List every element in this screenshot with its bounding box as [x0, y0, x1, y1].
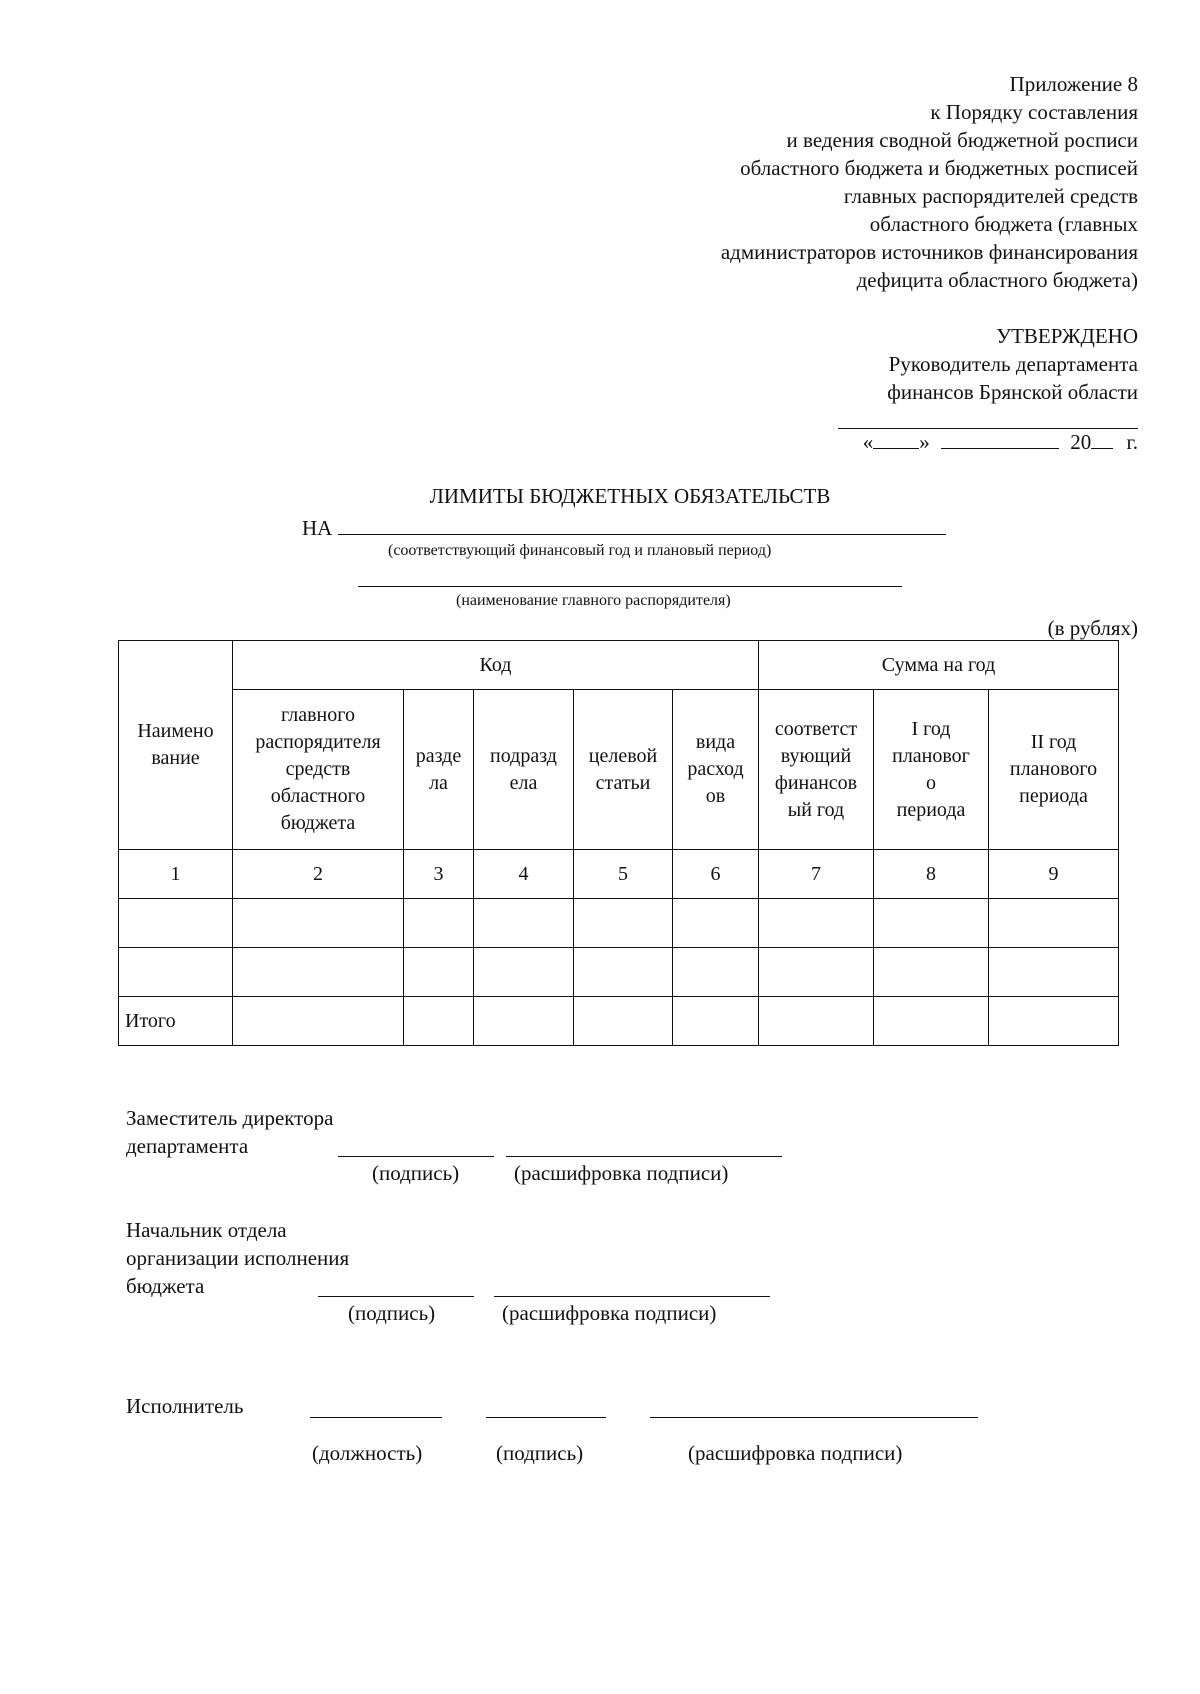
table-cell[interactable] — [233, 948, 404, 997]
period-blank[interactable] — [338, 514, 946, 535]
header-line: расход — [687, 758, 744, 780]
head-label-line: Начальник отдела — [126, 1218, 287, 1242]
date-close-quote: » — [919, 430, 930, 454]
table-cell[interactable] — [874, 948, 989, 997]
appendix-line: дефицита областного бюджета) — [856, 268, 1138, 292]
column-number: 4 — [474, 850, 574, 899]
date-month-blank[interactable] — [941, 430, 1059, 449]
header-sum-plan-year-2 — [989, 690, 1119, 850]
header-line: периода — [896, 798, 966, 821]
date-year-blank[interactable] — [1091, 430, 1113, 449]
table-cell[interactable] — [989, 899, 1119, 948]
table-cell[interactable] — [574, 948, 673, 997]
header-line: целевой — [588, 744, 658, 767]
date-year-prefix: 20 — [1070, 430, 1092, 454]
column-number: 1 — [119, 850, 233, 899]
header-code-target — [574, 690, 673, 850]
period-row — [302, 514, 946, 541]
table-cell[interactable] — [404, 899, 474, 948]
date-year-suffix: г. — [1126, 430, 1138, 454]
header-line: ов — [705, 785, 726, 807]
table-cell[interactable] — [759, 948, 874, 997]
deputy-decode-blank[interactable] — [506, 1156, 782, 1157]
appendix-line: и ведения сводной бюджетной росписи — [786, 128, 1138, 152]
approval-stamp: УТВЕРЖДЕНО — [996, 324, 1138, 348]
head-label-line: организации исполнения — [126, 1246, 350, 1270]
table-cell[interactable] — [404, 948, 474, 997]
column-number: 3 — [404, 850, 474, 899]
column-number: 5 — [574, 850, 673, 899]
table-cell[interactable] — [233, 899, 404, 948]
column-number: 7 — [759, 850, 874, 899]
header-line: ый год — [787, 798, 845, 821]
total-label: Итого — [119, 997, 233, 1046]
table-cell[interactable] — [673, 899, 759, 948]
approval-date-line — [863, 430, 1138, 455]
executor-signature-caption: (подпись) — [496, 1441, 584, 1465]
head-decode-caption: (расшифровка подписи) — [502, 1301, 717, 1325]
header-code-subsection — [474, 690, 574, 850]
header-line: о — [926, 771, 936, 794]
appendix-line: к Порядку составления — [930, 100, 1138, 124]
approval-signature-blank[interactable] — [838, 406, 1138, 429]
column-number: 2 — [233, 850, 404, 899]
header-line: ела — [509, 771, 538, 794]
header-line: II год — [1030, 731, 1077, 753]
table-cell[interactable] — [989, 948, 1119, 997]
head-label-line: бюджета — [126, 1274, 205, 1298]
executor-position-blank[interactable] — [310, 1417, 442, 1418]
approval-role-line: Руководитель департамента — [888, 352, 1138, 376]
limits-table — [118, 640, 1119, 1046]
header-line: периода — [1019, 785, 1088, 807]
head-decode-blank[interactable] — [494, 1296, 770, 1297]
table-cell[interactable] — [474, 948, 574, 997]
document-title: ЛИМИТЫ БЮДЖЕТНЫХ ОБЯЗАТЕЛЬСТВ — [429, 484, 831, 508]
executor-label: Исполнитель — [126, 1394, 244, 1418]
period-caption: (соответствующий финансовый год и плановый период) — [388, 542, 772, 559]
header-sum-current-year — [759, 690, 874, 850]
header-name — [119, 641, 233, 850]
column-number: 9 — [989, 850, 1119, 899]
appendix-block — [721, 70, 1138, 294]
table-row — [119, 899, 1119, 948]
approval-role-line: финансов Брянской области — [887, 380, 1138, 404]
appendix-line: областного бюджета (главных — [869, 212, 1138, 236]
appendix-line: главных распорядителей средств — [843, 184, 1138, 208]
header-line: вида — [695, 731, 736, 753]
executor-decode-blank[interactable] — [650, 1417, 978, 1418]
appendix-line: областного бюджета и бюджетных росписей — [740, 156, 1138, 180]
appendix-line: Приложение 8 — [1009, 72, 1138, 96]
table-cell[interactable] — [874, 997, 989, 1046]
distributor-blank[interactable] — [358, 586, 902, 587]
head-signature-blank[interactable] — [318, 1296, 474, 1297]
header-line: плановог — [892, 744, 970, 767]
header-line: ла — [429, 771, 448, 794]
table-cell[interactable] — [119, 899, 233, 948]
header-line: вующий — [780, 744, 852, 767]
table-cell[interactable] — [673, 997, 759, 1046]
header-line: подразд — [490, 744, 557, 767]
table-cell[interactable] — [673, 948, 759, 997]
header-line: планового — [1009, 758, 1098, 780]
header-name-line: вание — [151, 747, 200, 769]
table-cell[interactable] — [474, 997, 574, 1046]
header-line: областного — [270, 785, 366, 807]
approval-block — [838, 322, 1138, 436]
table-cell[interactable] — [759, 899, 874, 948]
header-sum-group: Сумма на год — [759, 641, 1119, 690]
na-label: НА — [302, 516, 333, 540]
units-label: (в рублях) — [1047, 616, 1138, 640]
executor-signature-blank[interactable] — [486, 1417, 606, 1418]
table-row — [119, 948, 1119, 997]
header-sum-plan-year-1 — [874, 690, 989, 850]
table-cell[interactable] — [759, 997, 874, 1046]
header-line: разде — [415, 744, 462, 767]
header-line: соответст — [774, 717, 858, 740]
table-cell[interactable] — [404, 997, 474, 1046]
deputy-label-line: департамента — [126, 1134, 249, 1158]
distributor-caption: (наименование главного распорядителя) — [456, 592, 731, 609]
head-of-department-label — [126, 1216, 349, 1300]
header-code-group: Код — [233, 641, 759, 690]
header-line: бюджета — [280, 812, 356, 834]
date-open-quote: « — [862, 430, 874, 454]
deputy-decode-caption: (расшифровка подписи) — [514, 1161, 729, 1185]
deputy-signature-caption: (подпись) — [372, 1161, 460, 1185]
header-line: средств — [285, 758, 351, 780]
deputy-label-line: Заместитель директора — [126, 1106, 334, 1130]
header-name-line: Наимено — [137, 720, 214, 742]
head-signature-caption: (подпись) — [348, 1301, 436, 1325]
date-day-blank[interactable] — [873, 430, 919, 449]
total-row — [119, 997, 1119, 1046]
executor-position-caption: (должность) — [312, 1441, 423, 1465]
table-cell[interactable] — [989, 997, 1119, 1046]
table-cell[interactable] — [574, 997, 673, 1046]
deputy-director-label — [126, 1104, 333, 1160]
column-number-row — [119, 850, 1119, 899]
table-cell[interactable] — [574, 899, 673, 948]
appendix-line: администраторов источников финансирования — [720, 240, 1138, 264]
header-line: распорядителя — [255, 731, 381, 753]
header-line: главного — [281, 704, 355, 726]
header-code-distributor — [233, 690, 404, 850]
header-code-section — [404, 690, 474, 850]
header-line: I год — [911, 717, 951, 740]
executor-decode-caption: (расшифровка подписи) — [688, 1441, 903, 1465]
table-cell[interactable] — [119, 948, 233, 997]
header-code-expense-type — [673, 690, 759, 850]
header-line: финансов — [774, 771, 858, 794]
column-number: 8 — [874, 850, 989, 899]
column-number: 6 — [673, 850, 759, 899]
header-line: статьи — [595, 771, 651, 794]
table-cell[interactable] — [874, 899, 989, 948]
table-cell[interactable] — [233, 997, 404, 1046]
table-cell[interactable] — [474, 899, 574, 948]
deputy-signature-blank[interactable] — [338, 1156, 494, 1157]
